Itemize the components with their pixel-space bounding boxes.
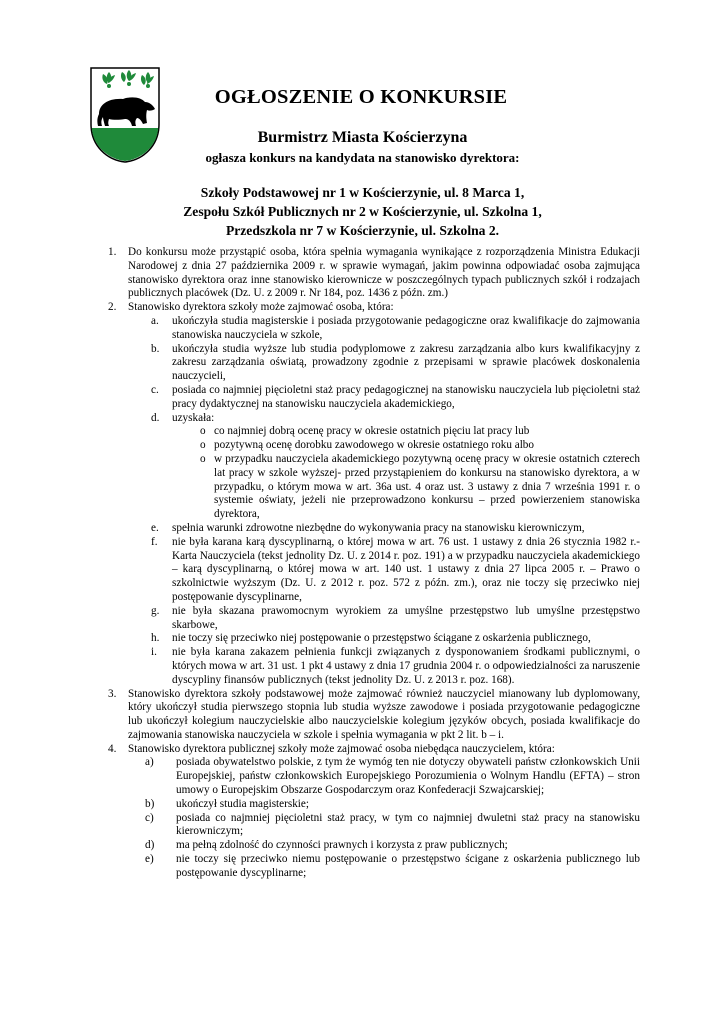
subitem-4e (145, 853, 640, 881)
subitem-4b (145, 798, 640, 812)
item-marker: 3. (108, 687, 117, 700)
subitem-2f (151, 536, 640, 605)
subitem-text: nie była karana karą dyscyplinarną, o której mowa w art. 76 ust. 1 ustawy z dnia 26 stycznia 1982 r.- Karta Nauczyciela (tekst jednolity Dz. U. z 2014 r. poz. 191) a w przypadku nauczyciela akademickiego – karą dyscyplinarną, o której mowa w art. 140 ust. 1 ustawy z dnia 27 lipca 2005 r. – Prawo o szkolnictwie wyższym (Dz. U. z 2012 r. poz. 572 z późn. zm.), oraz nie toczy się przeciwko niej postępowanie dyscyplinarne, (172, 535, 640, 603)
subitem-marker: b) (145, 797, 155, 810)
subitem-marker: c. (151, 383, 159, 396)
announcement-subheading: ogłasza konkurs na kandydata na stanowisko dyrektora: (205, 150, 520, 165)
schools-list (0, 183, 725, 240)
bullet-text: w przypadku nauczyciela akademickiego pozytywną ocenę pracy w okresie ostatnich czterech lat pracy w szkole wyższej- przed przystąpieniem do konkursu na stanowisko dyrektora, a w przypadku, o którym mowa w art. 36a ust. 4 oraz ust. 3 ustawy z dnia 7 września 1991 r. o systemie oświaty, jeżeli nie przeprowadzono konkursu – przed powierzeniem stanowiska dyrektora, (214, 452, 640, 521)
item-text: Do konkursu może przystąpić osoba, która spełnia wymagania wynikające z rozporządzenia Ministra Edukacji Narodowej z dnia 27 października 2009 r. w sprawie wymagań, jakim powinna odpowiadać osoba zajmująca stanowisko dyrektora oraz inne stanowisko kierownicze w poszczególnych typach publicznych szkół i rodzajach publicznych placówek (Dz. U. z 2009 r. Nr 184, poz. 1436 z późn. zm.) (128, 246, 640, 300)
subitem-marker: e. (151, 521, 159, 534)
bullet-text: co najmniej dobrą ocenę pracy w okresie ostatnich pięciu lat pracy lub (214, 425, 530, 438)
subitem-text: ukończyła studia magisterskie i posiada przygotowanie pedagogiczne oraz kwalifikacje do zajmowania stanowiska nauczyciela w szkole, (172, 314, 640, 341)
requirement-item-2 (108, 301, 640, 315)
subitem-text: posiada co najmniej pięcioletni staż pracy, w tym co najmniej dwuletni staż pracy na stanowisku kierowniczym; (176, 811, 640, 838)
bullet-marker: o (200, 425, 206, 438)
subitem-text: posiada co najmniej pięcioletni staż pracy pedagogicznej na stanowisku nauczyciela lub pięcioletni staż pracy dydaktycznej na stanowisku nauczyciela akademickiego, (172, 383, 640, 410)
subitem-2e (151, 522, 640, 536)
school-line: Szkoły Podstawowej nr 1 w Kościerzynie, ul. 8 Marca 1, (200, 185, 525, 200)
subitem-text: ma pełną zdolność do czynności prawnych i korzysta z praw publicznych; (176, 839, 508, 852)
subitem-marker: f. (151, 535, 158, 548)
requirement-item-1 (108, 246, 640, 301)
item-text: Stanowisko dyrektora publicznej szkoły może zajmować osoba niebędąca nauczycielem, która: (128, 742, 555, 755)
requirement-item-4 (108, 743, 640, 757)
item-text: Stanowisko dyrektora szkoły może zajmować osoba, która: (128, 301, 394, 314)
subitem-text: nie toczy się przeciwko niemu postępowanie o przestępstwo ścigane z oskarżenia publicznego lub postępowanie dyscyplinarne; (176, 853, 640, 879)
subitem-2i (151, 646, 640, 687)
school-line: Przedszkola nr 7 w Kościerzynie, ul. Szkolna 2. (225, 223, 500, 238)
subitem-text: ukończyła studia wyższe lub studia podyplomowe z zakresu zarządzania albo kurs kwalifikacyjny z zakresu zarządzania oświatą, prowadzony zgodnie z przepisami w sprawie placówek doskonalenia nauczycieli, (172, 342, 640, 383)
subitem-marker: b. (151, 342, 160, 355)
item-marker: 2. (108, 301, 117, 314)
subitem-marker: h. (151, 632, 160, 645)
subitem-2h (151, 632, 640, 646)
subitem-2d (151, 412, 640, 426)
authority-heading: Burmistrz Miasta Kościerzyna (257, 129, 468, 146)
bullet-text: pozytywną ocenę dorobku zawodowego w okresie ostatniego roku albo (214, 439, 534, 452)
requirements-body (108, 246, 640, 881)
subitem-marker: i. (151, 646, 157, 659)
requirement-item-3 (108, 688, 640, 743)
subitem-4c (145, 812, 640, 840)
school-line: Zespołu Szkół Publicznych nr 2 w Kościerzynie, ul. Szkolna 1, (183, 204, 542, 219)
subitem-4d (145, 839, 640, 853)
subitem-marker: d. (151, 411, 160, 424)
bullet-marker: o (200, 452, 206, 465)
subitem-marker: c) (145, 811, 154, 824)
subitem-marker: a) (145, 756, 154, 769)
subitem-2a (151, 315, 640, 343)
subitem-2b (151, 343, 640, 384)
bullet-2d-1 (200, 425, 640, 439)
subitem-2c (151, 384, 640, 412)
subitem-4a (145, 756, 640, 797)
subitem-marker: e) (145, 853, 154, 866)
item-marker: 4. (108, 742, 117, 755)
subitem-text: posiada obywatelstwo polskie, z tym że wymóg ten nie dotyczy obywateli państw członkowskich Unii Europejskiej, państw członkowskich Europejskiego Porozumienia o Wolnym Handlu (EFTA) – stron umowy o Europejskim Obszarze Gospodarczym oraz Konfederacji Szwajcarskiej; (176, 756, 640, 797)
subitem-text: nie była skazana prawomocnym wyrokiem za umyślne przestępstwo lub umyślne przestępstwo skarbowe, (172, 604, 640, 631)
page-title: OGŁOSZENIE O KONKURSIE (214, 86, 508, 108)
subitem-text: spełnia warunki zdrowotne niezbędne do wykonywania pracy na stanowisku kierowniczym, (172, 521, 585, 534)
subitem-text: nie była karana zakazem pełnienia funkcji związanych z dysponowaniem środkami publicznymi, o których mowa w art. 31 ust. 1 pkt 4 ustawy z dnia 17 grudnia 2004 r. o odpowiedzialności za naruszenie dyscypliny finansów publicznych (tekst jednolity Dz. U. z 2013 r. poz. 168). (172, 646, 640, 686)
item-text: Stanowisko dyrektora szkoły podstawowej może zajmować również nauczyciel mianowany lub dyplomowany, który ukończył studia pierwszego stopnia lub studia wyższe zawodowe i posiada przygotowanie pedagogiczne lub ukończył kolegium nauczycielskie albo nauczycielskie kolegium języków obcych, posiada kwalifikacje do zajmowania stanowiska nauczyciela w szkole i spełnia wymagania w pkt 2 lit. b – i. (128, 687, 640, 741)
item-marker: 1. (108, 246, 117, 258)
subitem-2g (151, 605, 640, 633)
subitem-text: uzyskała: (172, 411, 215, 424)
bullet-marker: o (200, 439, 206, 452)
subitem-marker: a. (151, 314, 159, 327)
subitem-marker: d) (145, 839, 155, 852)
bullet-2d-3 (200, 453, 640, 522)
subitem-text: nie toczy się przeciwko niej postępowanie o przestępstwo ściągane z oskarżenia publicznego, (172, 632, 591, 645)
bullet-2d-2 (200, 439, 640, 453)
subitem-text: ukończył studia magisterskie; (176, 797, 309, 810)
subitem-marker: g. (151, 604, 160, 617)
